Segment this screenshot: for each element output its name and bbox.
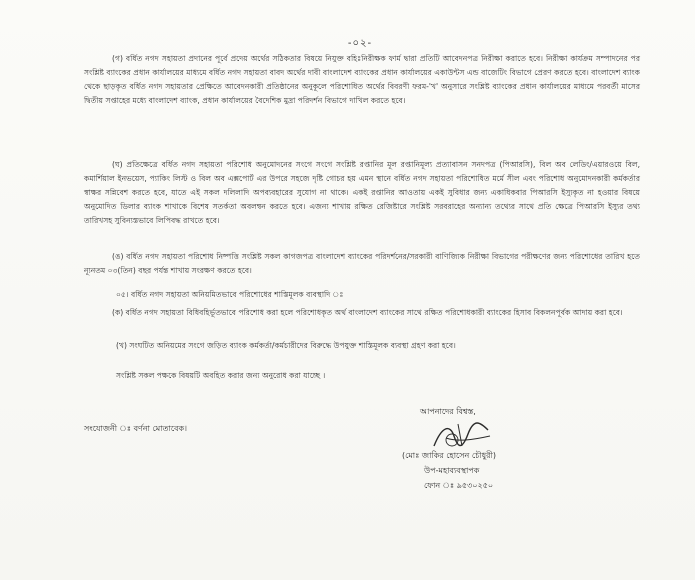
signatory-designation: উপ-মহাব্যবস্থাপক xyxy=(424,466,480,475)
section-5-heading: ০৫। বর্ধিত নগদ সহায়তা অনিয়মিতভাবে পরিশোধের শাস্তিমূলক ব্যবস্থাদি ঃ xyxy=(116,290,344,299)
paragraph-kha: (খ) সংঘটিত অনিয়মের সংগে জড়িত ব্যাংক কর্মকর্তা/কর্মচারীদের বিরুদ্ধে উপযুক্ত শাস্তিমূলক ব্যবস্থা গ্রহণ করা হবে। xyxy=(116,341,456,350)
signatory-phone: ফোন ঃ ৯৫৩০২৫০ xyxy=(424,481,494,490)
paragraph-gha: (ঘ) প্রতিক্ষেত্রে বর্ধিত নগদ সহায়তা পরিশোধ অনুমোদনের সংগে সংগে সংশ্লিষ্ট রপ্তানির মূল রপ্তানিমূল্য প্রত্যাবাসন সনদপত্র (পিআরসি), বিল অব লেডিং/এয়ারওয়ে বিল, কমার্শিয়াল ইনভয়েস, প্যাকিং লিস্ট ও বিল অব এক্সপোর্ট এর উপরে সহজে দৃষ্টি গোচর হয় এমন স্থানে বর্ধিত নগদ সহায়তা পরিশোধিত মর্মে সীল এবং পরিশোধ অনুমোদনকারী কর্মকর্তার স্বাক্ষর সন্নিবেশ করতে হবে, যাতে এই সকল দলিলাদি অপব্যবহারের সুযোগ না থাকে। একই রপ্তানির আওতায় একই সুবিধার জন্য একাধিকবার পিআরসি ইস্যুকৃত না হওয়ার বিষয়ে অনুমোদিত ডিলার ব্যাংক শাখাকে বিশেষ সতর্কতা অবলম্বন করতে হবে। এজন্য শাখায় রক্ষিত রেজিষ্টারে সংশ্লিষ্ট সরবরাহের অন্যান্য তথ্যের সাথে প্রতি ক্ষেত্রে পিআরসি ইস্যুর তথ্য তারিখসহ সুবিন্যস্তভাবে লিপিবদ্ধ রাখতে হবে। xyxy=(84,160,640,225)
signatory-name: (মোঃ জাকির হোসেন চৌধুরী) xyxy=(402,451,496,460)
signature-greeting: আপনাদের বিশ্বস্ত, xyxy=(420,407,476,416)
paragraph-ka: (ক) বর্ধিত নগদ সহায়তা বিধিবহির্ভূতভাবে পরিশোধ করা হলে পরিশোধকৃত অর্থ বাংলাদেশ ব্যাংকের সাথে রক্ষিত পরিশোধকারী ব্যাংকের হিসাব বিকলনপূর্বক আদায় করা হবে। xyxy=(112,308,623,317)
page-number: -০২- xyxy=(347,38,373,49)
paragraph-ga: (গ) বর্ধিত নগদ সহায়তা প্রদানের পূর্বে প্রদেয় অর্থের সঠিকতার বিষয়ে নিযুক্ত বহিঃনিরীক্ষক ফার্ম দ্বারা প্রতিটি আবেদনপত্র নিরীক্ষা করাতে হবে। নিরীক্ষা কার্যক্রম সম্পাদনের পর সংশ্লিষ্ট ব্যাংকের প্রধান কার্যালয়ের মাধ্যমে বর্ধিত নগদ সহায়তা বাবদ অর্থের দাবী বাংলাদেশ ব্যাংকের প্রধান কার্যালয়ের একাউন্টস এন্ড বাজেটিং বিভাগে প্রেরণ করতে হবে। বাংলাদেশ ব্যাংক থেকে ছাড়কৃত বর্ধিত নগদ সহায়তার প্রেক্ষিতে আবেদনকারী প্রতিষ্ঠানের অনুকূলে পরিশোধিত অর্থের বিবরণী ফরম-'খ' অনুসারে সংশ্লিষ্ট ব্যাংকের প্রধান কার্যালয়ের মাধ্যমে পরবর্তী মাসের দ্বিতীয় সপ্তাহের মধ্যে বাংলাদেশ ব্যাংক, প্রধান কার্যালয়ের বৈদেশিক মুদ্রা পরিদর্শন বিভাগে দাখিল করতে হবে। xyxy=(84,54,640,105)
enclosure-note: সংযোজনী ঃ বর্ণনা মোতাবেক। xyxy=(84,424,187,433)
closing-request: সংশ্লিষ্ট সকল পক্ষকে বিষয়টি অবহিত করার জন্য অনুরোধ করা যাচ্ছে । xyxy=(116,371,326,380)
paragraph-uma: (ঙ) বর্ধিত নগদ সহায়তা পরিশোধ নিষ্পত্তি সংশ্লিষ্ট সকল কাগজপত্র বাংলাদেশ ব্যাংকের পরিদর্শনের/সরকারী বাণিজ্যিক নিরীক্ষা বিভাগের পরীক্ষণের জন্য পরিশোধের তারিখ হতে ন্যূনতম ০৩(তিন) বছর পর্যন্ত শাখায় সংরক্ষণ করতে হবে। xyxy=(84,252,640,275)
